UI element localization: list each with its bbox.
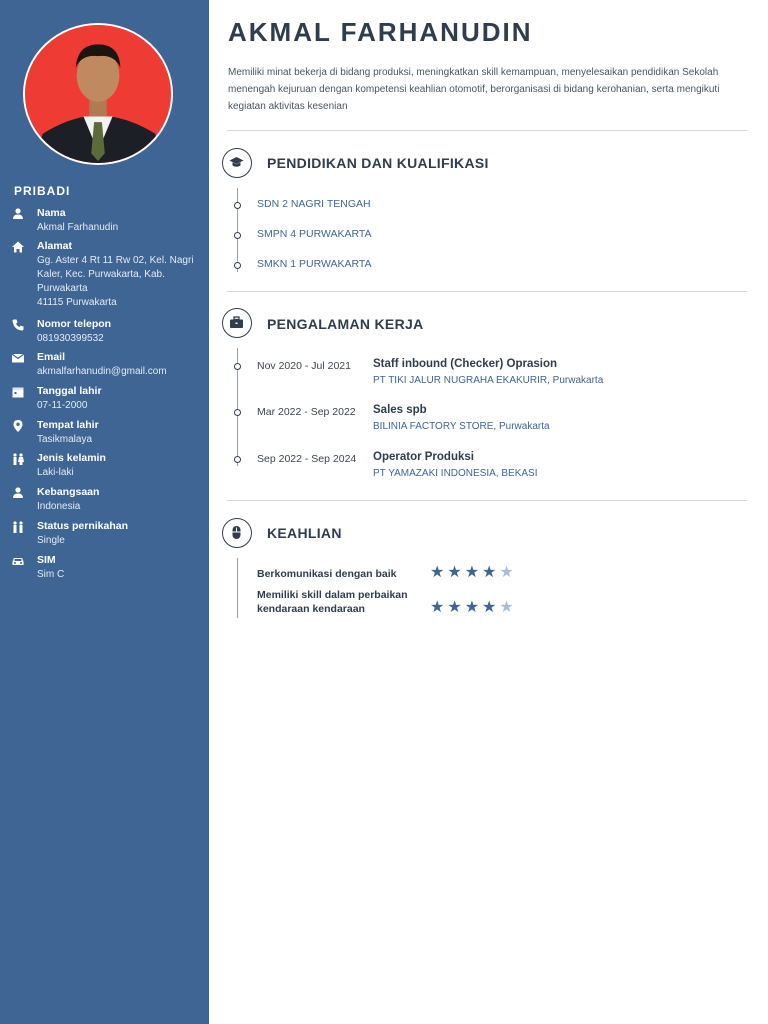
education-section-title: PENDIDIKAN DAN KUALIFIKASI	[267, 155, 489, 171]
phone-icon	[11, 318, 25, 332]
job-company: BILINIA FACTORY STORE, Purwakarta	[373, 421, 550, 432]
job-title: Operator Produksi	[373, 451, 474, 463]
star-filled-icon: ★	[447, 599, 465, 616]
skill-label: Berkomunikasi dengan baik	[257, 568, 397, 580]
personal-item-title: Tanggal lahir	[37, 385, 102, 397]
personal-item-value: Single	[37, 535, 65, 546]
profile-summary: Memiliki minat bekerja di bidang produksi, meningkatkan skill kemampuan, menyelesaikan pendidikan Sekolah menengah kejuruan dengan kompetensi keahlian otomotif, berorganisasi di bidang kerohanian, serta mengikuti kegiatan aktivitas kesenian	[228, 67, 720, 112]
job-date: Mar 2022 - Sep 2022	[257, 406, 356, 418]
skills-timeline	[237, 558, 238, 618]
personal-item-title: Alamat	[37, 240, 73, 252]
timeline-dot	[234, 363, 241, 370]
education-item: SMPN 4 PURWAKARTA	[257, 228, 372, 240]
job-company: PT TIKI JALUR NUGRAHA EKAKURIR, Purwakarta	[373, 375, 604, 386]
full-name-heading: AKMAL FARHANUDIN	[228, 17, 533, 47]
divider	[227, 130, 747, 131]
skills-section-title: KEAHLIAN	[267, 525, 342, 541]
star-filled-icon: ★	[430, 599, 448, 616]
personal-item-value: 081930399532	[37, 333, 104, 344]
timeline-dot	[234, 409, 241, 416]
timeline-dot	[234, 202, 241, 209]
skill-rating	[430, 565, 517, 581]
star-filled-icon: ★	[447, 564, 465, 581]
car-icon	[11, 554, 25, 568]
briefcase-icon	[222, 308, 252, 338]
experience-section-title: PENGALAMAN KERJA	[267, 316, 424, 332]
skill-rating	[430, 600, 517, 616]
gender-icon	[11, 452, 25, 466]
timeline-dot	[234, 456, 241, 463]
personal-item-value: Indonesia	[37, 501, 81, 512]
main-content	[209, 0, 768, 1024]
star-empty-icon: ★	[499, 599, 517, 616]
job-title: Sales spb	[373, 404, 427, 416]
star-filled-icon: ★	[482, 599, 500, 616]
star-filled-icon: ★	[430, 564, 448, 581]
divider	[227, 291, 747, 292]
person-icon	[11, 486, 25, 500]
graduation-cap-icon	[222, 148, 252, 178]
personal-section-label: PRIBADI	[14, 184, 71, 198]
personal-item-title: SIM	[37, 554, 56, 566]
star-empty-icon: ★	[499, 564, 517, 581]
education-item: SDN 2 NAGRI TENGAH	[257, 198, 371, 210]
timeline-dot	[234, 262, 241, 269]
personal-item-title: Nomor telepon	[37, 318, 112, 330]
personal-item-title: Status pernikahan	[37, 520, 129, 532]
home-icon	[11, 240, 25, 254]
personal-item-value: Laki-laki	[37, 467, 74, 478]
personal-item-value: Tasikmalaya	[37, 434, 93, 445]
timeline-dot	[234, 232, 241, 239]
education-item: SMKN 1 PURWAKARTA	[257, 258, 372, 270]
personal-item-title: Nama	[37, 207, 66, 219]
skill-label: Memiliki skill dalam perbaikan kendaraan kendaraan	[257, 589, 408, 615]
calendar-icon	[11, 385, 25, 399]
personal-item-value: Sim C	[37, 569, 65, 580]
star-filled-icon: ★	[482, 564, 500, 581]
job-date: Sep 2022 - Sep 2024	[257, 453, 357, 465]
star-filled-icon: ★	[464, 564, 483, 581]
education-timeline	[237, 188, 238, 272]
personal-item-value: Gg. Aster 4 Rt 11 Rw 02, Kel. Nagri Kaler, Kec. Purwakarta, Kab. Purwakarta 41115 Purwakarta	[37, 255, 194, 308]
personal-item-value: 07-11-2000	[37, 400, 88, 411]
location-pin-icon	[11, 419, 25, 433]
star-filled-icon: ★	[464, 599, 483, 616]
job-title: Staff inbound (Checker) Oprasion	[373, 358, 558, 370]
divider	[227, 500, 747, 501]
email-icon	[11, 351, 25, 365]
personal-item-title: Jenis kelamin	[37, 452, 106, 464]
personal-item-value: Akmal Farhanudin	[37, 222, 119, 233]
personal-item-title: Email	[37, 351, 66, 363]
profile-photo	[23, 23, 173, 165]
couple-icon	[11, 520, 25, 534]
profile-photo-image	[25, 25, 171, 163]
person-icon	[11, 207, 25, 221]
mouse-icon	[222, 518, 252, 548]
personal-item-title: Tempat lahir	[37, 419, 99, 431]
personal-item-title: Kebangsaan	[37, 486, 100, 498]
sidebar	[0, 0, 209, 1024]
job-date: Nov 2020 - Jul 2021	[257, 360, 351, 372]
job-company: PT YAMAZAKI INDONESIA, BEKASI	[373, 468, 538, 479]
personal-item-value: akmalfarhanudin@gmail.com	[37, 366, 167, 377]
